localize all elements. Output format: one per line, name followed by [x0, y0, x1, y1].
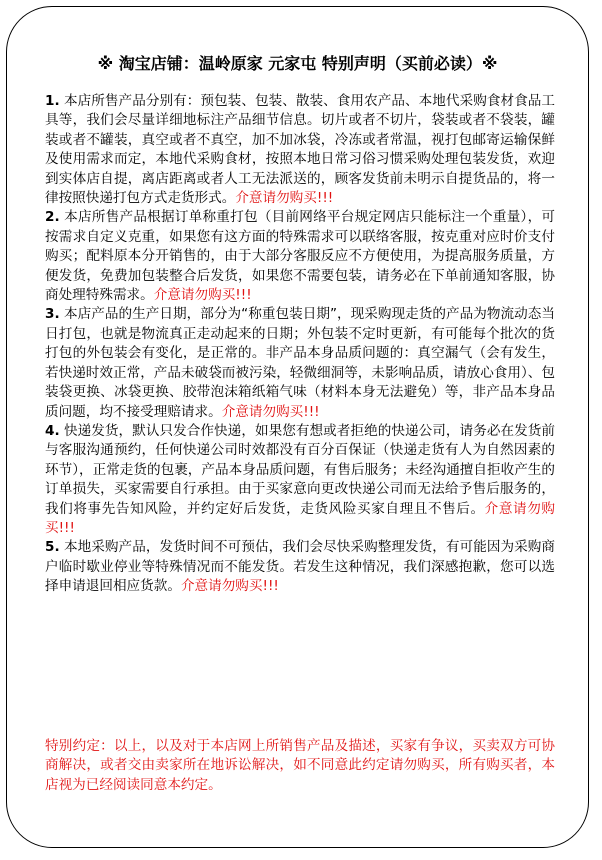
- special-agreement: 特别约定：以上，以及对于本店网上所销售产品及描述，买家有争议，买卖双方可协商解决，或者交由卖家所在地诉讼解决，如不同意此约定请勿购买，所有购买者，本店视为已经阅读同意本约定。: [45, 738, 555, 793]
- item-number: 3.: [45, 306, 60, 323]
- notice-item-1: [45, 92, 555, 208]
- notice-title: ※ 淘宝店铺：温岭原家 元家屯 特别声明（买前必读）※: [97, 54, 498, 73]
- item-warning: 介意请勿购买!!!: [235, 190, 334, 207]
- item-text: 本地采购产品，发货时间不可预估，我们会尽快采购整理发货，有可能因为采购商户临时歇业停业等特殊情况而不能发货。若发生这种情况，我们深感抱歉，您可以选择申请退回相应货款。: [45, 539, 555, 595]
- notice-item-2: [45, 208, 555, 305]
- item-number: 2.: [45, 209, 60, 226]
- item-warning: 介意请勿购买!!!: [221, 403, 320, 420]
- item-warning: 介意请勿购买!!!: [153, 287, 252, 304]
- item-warning: 介意请勿购买!!!: [180, 578, 279, 595]
- notice-item-3: [45, 305, 555, 421]
- item-text: 本店所售产品分别有：预包装、包装、散装、食用农产品、本地代采购食材食品工具等，我们会尽量详细地标注产品细节信息。切片或者不切片，袋装或者不袋装，罐装或者不罐装，真空或者不真空，加不加冰袋，冷冻或者常温，视打包邮寄运输保鲜及使用需求而定，本地代采购食材，按照本地日常习俗习惯采购处理包装发货，欢迎到实体店自提，离店距离或者人工无法派送的，顾客发货前未明示自提货品的，将一律按照快递打包方式走货形式。: [45, 93, 555, 207]
- notice-body: [45, 92, 555, 597]
- notice-item-5: [45, 538, 555, 596]
- item-text: 本店产品的生产日期，部分为“称重包装日期”，现采购现走货的产品为物流动态当日打包，也就是物流真正走动起来的日期；外包装不定时更新，有可能每个批次的货打包的外包装会有变化，是正常的。非产品本身品质问题的：真空漏气（会有发生，若快递时效正常，产品未破袋而被污染，轻微细洞等，未影响品质，请放心食用）、包装袋更换、冰袋更换、胶带泡沫箱纸箱气味（材料本身无法避免）等，非产品本身品质问题，均不接受理赔请求。: [45, 306, 555, 420]
- notice-item-4: [45, 422, 555, 538]
- item-text: 快递发货，默认只发合作快递，如果您有想或者拒绝的快递公司，请务必在发货前与客服沟通预约，任何快递公司时效都没有百分百保证（快递走货有人为自然因素的环节），正常走货的包裹，产品本身品质问题，有售后服务；未经沟通擅自拒收产生的订单损失，买家需要自行承担。由于买家意向更改快递公司而无法给予售后服务的，我们将事先告知风险，并约定好后发货，走货风险买家自理且不售后。: [45, 422, 555, 517]
- item-number: 4.: [45, 422, 60, 439]
- item-text: 本店所售产品根据订单称重打包（目前网络平台规定网店只能标注一个重量），可按需求自定义克重，如果您有这方面的特殊需求可以联络客服，按克重对应时价支付购买；配料原本分开销售的，由于大部分客服反应不方便使用，为提高服务质量，方便发货，免费加包装整合后发货，如果您不需要包装，请务必在下单前通知客服，协商处理特殊需求。: [45, 209, 555, 304]
- item-warning: 介意请勿购买!!!: [45, 500, 555, 536]
- item-number: 5.: [45, 539, 60, 556]
- item-number: 1.: [45, 93, 60, 109]
